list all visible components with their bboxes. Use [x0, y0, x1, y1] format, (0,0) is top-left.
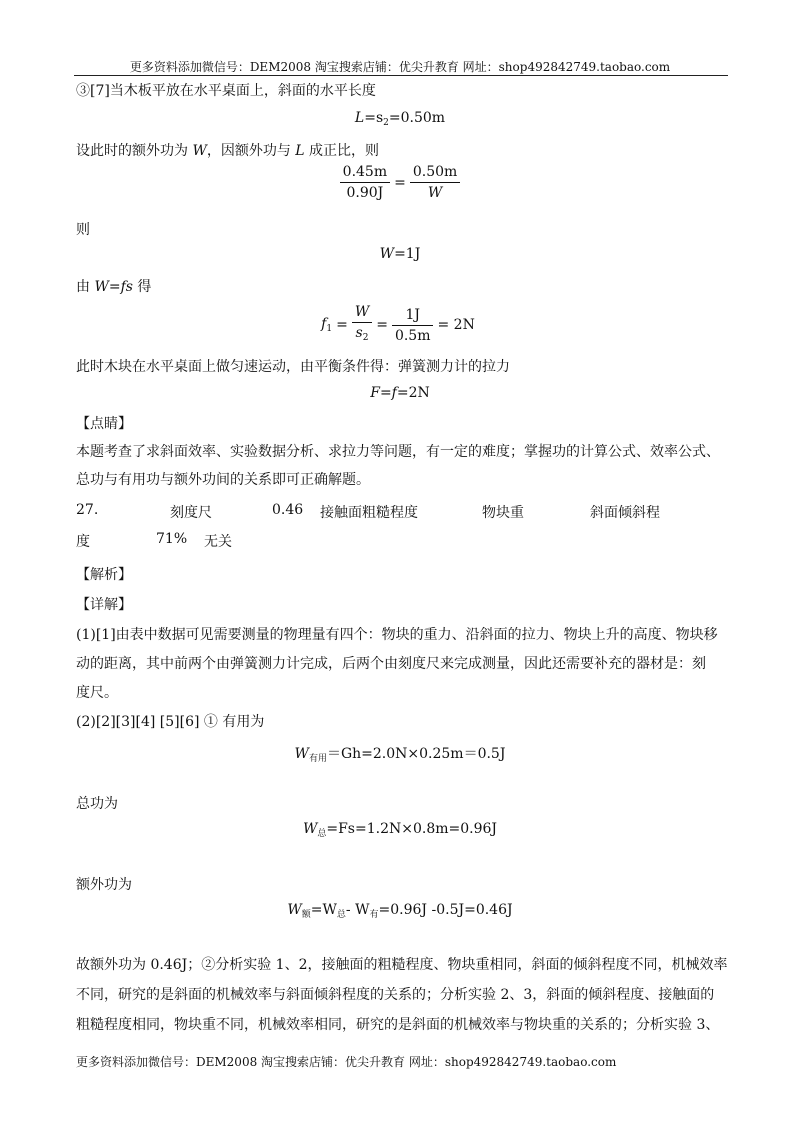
- answer-blank-1: 刻度尺: [170, 505, 212, 521]
- text-line: 总功为: [76, 796, 118, 812]
- eq-var: W: [294, 746, 309, 762]
- eq-subscript: 额: [301, 910, 311, 920]
- text-line: 度尺。: [76, 685, 118, 701]
- eq-subscript: 1: [326, 324, 333, 334]
- equation-useful-work: [0, 743, 800, 764]
- eq-lhs: [321, 316, 332, 334]
- text-var: W: [192, 143, 207, 159]
- eq-subscript: 总: [317, 829, 327, 839]
- eq-var: W: [287, 902, 302, 918]
- equals-sign: =: [394, 174, 406, 191]
- eq-subscript: 2: [383, 118, 389, 128]
- fraction-denominator: [352, 323, 372, 348]
- fraction-numerator: W: [352, 302, 372, 323]
- answer-blank-6: 71%: [156, 531, 188, 547]
- eq-part: =Fs=1.2N×0.8m=0.96J: [326, 821, 498, 837]
- question-number: 27.: [76, 502, 99, 518]
- text-span: ，因额外功与: [206, 143, 296, 159]
- header-divider: [74, 75, 728, 76]
- section-heading-dianjing: 【点睛】: [76, 416, 132, 432]
- text-line: (2)[2][3][4] [5][6] ① 有用为: [76, 714, 265, 730]
- eq-var: W: [302, 821, 318, 837]
- fraction: [392, 305, 434, 346]
- text-line: 本题考查了求斜面效率、实验数据分析、求拉力等问题，有一定的难度；掌握功的计算公式、效率公式、: [76, 444, 720, 460]
- fraction: [340, 162, 390, 203]
- text-span: 成正比，则: [304, 143, 380, 159]
- text-span: 设此时的额外功为: [76, 143, 193, 159]
- text-line: 额外功为: [76, 877, 132, 893]
- fraction-denominator: 0.5m: [394, 327, 431, 344]
- page-footer: 更多资料添加微信号：DEM2008 淘宝搜索店铺：优尖升教育 网址：shop492842749.taobao.com: [76, 1055, 617, 1069]
- equation-total-work: [0, 821, 800, 839]
- answer-blank-5-cont: 度: [76, 534, 90, 550]
- text-line: ③[7]当木板平放在水平桌面上，斜面的水平长度: [76, 83, 376, 99]
- fraction-numerator: 1J: [392, 305, 434, 326]
- fraction: [352, 302, 372, 348]
- eq-part: - W: [345, 902, 370, 918]
- text-line: (1)[1]由表中数据可见需要测量的物理量有四个：物块的重力、沿斜面的拉力、物块上升的高度、物块移: [76, 627, 718, 643]
- page-header: 更多资料添加微信号：DEM2008 淘宝搜索店铺：优尖升教育 网址：shop492842749.taobao.com: [129, 60, 671, 74]
- eq-subscript: 2: [362, 333, 369, 343]
- equation-friction: [0, 302, 800, 348]
- text-line: 粗糙程度相同，物块重不同，机械效率相同，研究的是斜面的机械效率与物块重的关系的；分析实验 3、: [76, 1017, 720, 1033]
- eq-part: ＝Gh=2.0N×0.25m＝0.5J: [326, 746, 506, 762]
- eq-subscript: 有: [369, 910, 379, 920]
- eq-part: =0.50m: [388, 110, 446, 126]
- text-line: 动的距离，其中前两个由弹簧测力计完成，后两个由刻度尺来完成测量，因此还需要补充的器材是：刻: [76, 656, 706, 672]
- equation-w: [0, 246, 800, 262]
- equation-force: [0, 385, 800, 401]
- fraction-numerator: 0.45m: [340, 162, 390, 183]
- text-line: 故额外功为 0.46J；②分析实验 1、2，接触面的粗糙程度、物块重相同，斜面的倾斜程度不同，机械效率: [76, 957, 728, 973]
- text-line: 此时木块在水平桌面上做匀速运动，由平衡条件得：弹簧测力计的拉力: [76, 359, 510, 375]
- text-span: 得: [132, 279, 152, 295]
- section-heading-xiangjie: 【详解】: [76, 597, 132, 613]
- fraction: [410, 162, 460, 203]
- eq-var: F=f: [370, 385, 397, 401]
- answer-blank-7: 无关: [204, 534, 232, 550]
- eq-part: =W: [310, 902, 337, 918]
- eq-part: =1J: [394, 246, 421, 262]
- answer-blank-2: 0.46: [272, 502, 304, 518]
- equals-sign: =: [376, 317, 388, 333]
- text-line: [76, 140, 379, 160]
- answer-blank-5: 斜面倾斜程: [590, 505, 660, 521]
- eq-var: W: [379, 246, 395, 262]
- section-heading-jiexi: 【解析】: [76, 567, 132, 583]
- answer-blank-3: 接触面粗糙程度: [320, 505, 418, 521]
- equation-proportion: [0, 162, 800, 203]
- eq-part: =s: [364, 110, 384, 126]
- fraction-denominator: 0.90J: [346, 185, 384, 201]
- eq-part: =2N: [396, 385, 430, 401]
- text-line: 总功与有用功与额外功间的关系即可正确解题。: [76, 472, 370, 488]
- eq-part: =0.96J -0.5J=0.46J: [378, 902, 513, 918]
- fraction-denominator: W: [427, 185, 443, 201]
- text-line: 不同，研究的是斜面的机械效率与斜面倾斜程度的关系的；分析实验 2、3，斜面的倾斜程度、接触面的: [76, 987, 715, 1003]
- eq-var: f: [321, 316, 327, 332]
- answer-blank-4: 物块重: [482, 505, 524, 521]
- text-span: 由: [76, 279, 95, 295]
- eq-var: s: [355, 325, 363, 341]
- text-line: [76, 276, 151, 296]
- text-line: 则: [76, 222, 90, 238]
- text-var: L: [295, 143, 305, 159]
- eq-subscript: 总: [336, 910, 346, 920]
- equation-horizontal-length: [0, 110, 800, 128]
- text-formula: W=fs: [94, 279, 133, 295]
- equals-sign: =: [336, 317, 348, 333]
- equation-extra-work: [0, 902, 800, 920]
- eq-result: = 2N: [437, 317, 475, 333]
- fraction-numerator: 0.50m: [410, 162, 460, 183]
- eq-subscript: 有用: [308, 754, 327, 764]
- eq-var: L: [354, 110, 365, 126]
